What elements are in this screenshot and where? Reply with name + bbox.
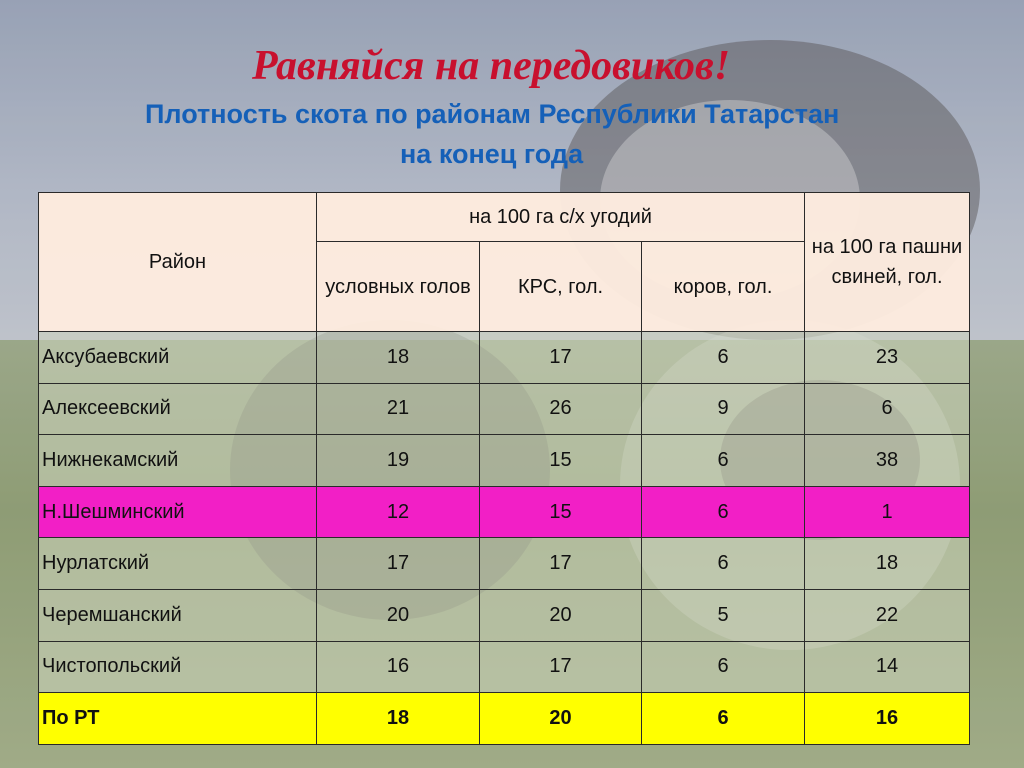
slide-subtitle: [0, 94, 1024, 174]
cell-district: По РТ: [39, 693, 317, 745]
cell-district: Нижнекамский: [39, 435, 317, 487]
cell-pigs: 1: [805, 486, 970, 538]
header-conditional-heads: условных голов: [317, 242, 480, 332]
cell-cows: 6: [642, 435, 805, 487]
cell-krs: 15: [480, 486, 642, 538]
cell-district: Аксубаевский: [39, 332, 317, 384]
cell-krs: 26: [480, 383, 642, 435]
table-row-highlighted: [39, 486, 970, 538]
cell-cows: 5: [642, 589, 805, 641]
cell-conditional: 17: [317, 538, 480, 590]
cell-pigs: 6: [805, 383, 970, 435]
cell-krs: 20: [480, 693, 642, 745]
cell-cows: 6: [642, 486, 805, 538]
cell-krs: 15: [480, 435, 642, 487]
cell-conditional: 18: [317, 332, 480, 384]
table-row: [39, 435, 970, 487]
table-row-total: [39, 693, 970, 745]
cell-pigs: 18: [805, 538, 970, 590]
cell-conditional: 19: [317, 435, 480, 487]
livestock-density-table: [38, 192, 970, 745]
cell-pigs: 16: [805, 693, 970, 745]
cell-pigs: 14: [805, 641, 970, 693]
slide-title: Равняйся на передовиков!: [252, 43, 731, 89]
cell-pigs: 22: [805, 589, 970, 641]
cell-cows: 6: [642, 641, 805, 693]
table-row: [39, 641, 970, 693]
cell-krs: 17: [480, 641, 642, 693]
cell-cows: 6: [642, 332, 805, 384]
cell-krs: 17: [480, 332, 642, 384]
cell-conditional: 18: [317, 693, 480, 745]
cell-conditional: 21: [317, 383, 480, 435]
cell-cows: 9: [642, 383, 805, 435]
cell-pigs: 38: [805, 435, 970, 487]
cell-district: Чистопольский: [39, 641, 317, 693]
cell-district: Черемшанский: [39, 589, 317, 641]
cell-conditional: 20: [317, 589, 480, 641]
table-row: [39, 538, 970, 590]
cell-conditional: 12: [317, 486, 480, 538]
table-row: [39, 332, 970, 384]
cell-cows: 6: [642, 693, 805, 745]
cell-krs: 20: [480, 589, 642, 641]
header-district: Район: [39, 193, 317, 332]
header-krs: КРС, гол.: [480, 242, 642, 332]
header-pigs-per-arable: на 100 га пашни свиней, гол.: [805, 193, 970, 332]
cell-conditional: 16: [317, 641, 480, 693]
cell-pigs: 23: [805, 332, 970, 384]
subtitle-line-1: Плотность скота по районам Республики Татарстан: [145, 99, 840, 129]
cell-krs: 17: [480, 538, 642, 590]
header-cows: коров, гол.: [642, 242, 805, 332]
table-row: [39, 383, 970, 435]
cell-district: Нурлатский: [39, 538, 317, 590]
subtitle-line-2: на конец года: [400, 139, 584, 169]
cell-cows: 6: [642, 538, 805, 590]
cell-district: Алексеевский: [39, 383, 317, 435]
cell-district: Н.Шешминский: [39, 486, 317, 538]
header-farmland-group: на 100 га с/х угодий: [317, 193, 805, 242]
table-row: [39, 589, 970, 641]
